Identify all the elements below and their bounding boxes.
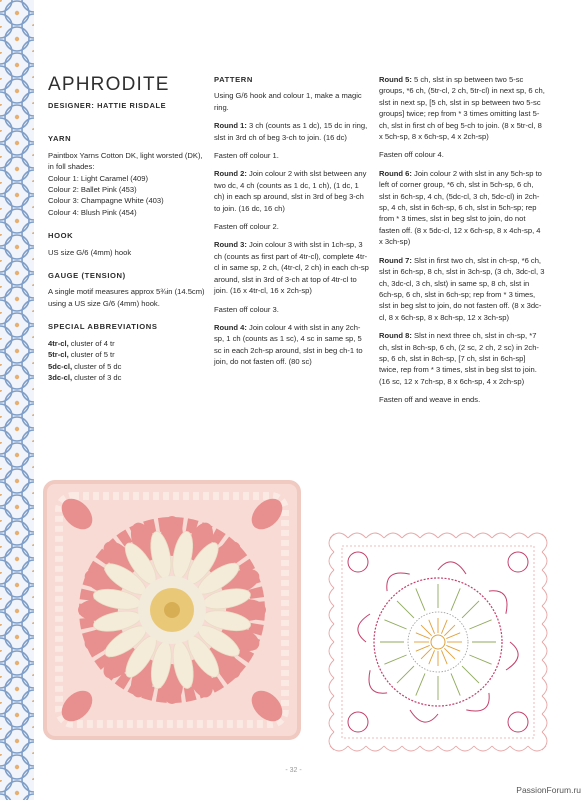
column-info: [48, 74, 206, 395]
decorative-border: [0, 0, 34, 800]
fasten-off-3: Fasten off colour 3.: [214, 304, 279, 314]
designer-credit: DESIGNER: HATTIE RISDALE: [48, 101, 167, 110]
gauge-text: A single motif measures approx 5¾in (14.5cm) using a US size G/6 (4mm) hook.: [48, 287, 205, 308]
colour-3: Colour 3: Champagne White (403): [48, 196, 164, 206]
round-1: Round 1: 3 ch (counts as 1 dc), 15 dc in ring, slst in 3rd ch of beg 3-ch to join. (16 dc): [214, 121, 368, 142]
abbreviations-heading: SPECIAL ABBREVIATIONS: [48, 322, 158, 332]
gauge-heading: GAUGE (TENSION): [48, 271, 126, 281]
round-6: Round 6: Join colour 2 with slst in any 5ch-sp to left of corner group, *6 ch, slst in 5ch-sp, 6 ch, slst in 6ch-sp, 4 ch, (5dc-cl, 3 ch, 5dc-cl) in 2ch-sp, 4 ch, slst in 6ch-sp, 6 ch, slst in 5ch-sp; rep from * 3 times, slst in beg slst to join, do not fasten off. (8 x 5dc-cl, 12 x 6ch-sp, 8 x 4ch-sp, 4 x 3ch-sp): [379, 168, 542, 247]
colour-2: Colour 2: Ballet Pink (453): [48, 185, 137, 195]
round-2: Round 2: Join colour 2 with slst between any two dc, 4 ch (counts as 1 dc, 1 ch), (1 dc, 1 ch) in each sp around, slst in 3rd of beg 3-ch to join. (16 dc, 16 ch): [214, 169, 367, 213]
page-title: APHRODITE: [48, 74, 170, 95]
abbreviations-section: [48, 321, 206, 383]
column-pattern-1: [214, 74, 370, 375]
yarn-heading: YARN: [48, 134, 72, 144]
crochet-chart-diagram: [320, 524, 556, 760]
fasten-off-2: Fasten off colour 2.: [214, 222, 279, 232]
crochet-motif-photo: [37, 474, 307, 746]
round-4: Round 4: Join colour 4 with slst in any 2ch-sp, 1 ch (counts as 1 sc), 4 sc in same sp, 5 sc in each 2ch-sp around, slst in beg ch-1 to join, do not fasten off. (80 sc): [214, 322, 363, 367]
hook-heading: HOOK: [48, 231, 74, 241]
hook-section: [48, 230, 206, 258]
yarn-intro: Paintbox Yarns Cotton DK, light worsted (DK), in foll shades:: [48, 150, 203, 172]
abbreviation-item: 4tr-cl, cluster of 4 tr: [48, 338, 115, 348]
round-8: Round 8: Slst in next three ch, slst in ch-sp, *7 ch, slst in 8ch-sp, 6 ch, (2 sc, 2 ch, 2 sc) in 2ch-sp, 6 ch, slst in 8ch-sp, [7 ch, slst in 6ch-sp] twice, rep from * 3 times, slst in beg slst to join. (16 sc, 12 x 7ch-sp, 8 x 6ch-sp, 4 x 2ch-sp): [379, 331, 539, 386]
abbreviation-item: 5dc-cl, cluster of 5 dc: [48, 361, 122, 371]
abbreviation-item: 5tr-cl, cluster of 5 tr: [48, 350, 115, 360]
round-3: Round 3: Join colour 3 with slst in 1ch-sp, 3 ch (counts as first part of 4tr-cl), complete 4tr-cl in same sp, 2 ch, (4tr-cl, 2 ch) in each ch-sp around, slst in 3rd of 3-ch at top of 4tr-cl to join. (16 x 4tr-cl, 16 x 2ch-sp): [214, 240, 369, 296]
watermark: PassionForum.ru: [516, 785, 581, 795]
colour-4: Colour 4: Blush Pink (454): [48, 207, 137, 217]
abbreviation-item: 3dc-cl, cluster of 3 dc: [48, 372, 122, 382]
column-pattern-2: [379, 74, 545, 413]
colour-1: Colour 1: Light Caramel (409): [48, 173, 149, 183]
fasten-off-4: Fasten off colour 4.: [379, 150, 444, 160]
pattern-heading: PATTERN: [214, 75, 253, 84]
yarn-section: [48, 133, 206, 218]
round-7: Round 7: Slst in first two ch, slst in ch-sp, *6 ch, slst in 6ch-sp, 8 ch, slst in 3ch-sp, (3 ch, 3dc-cl, 3 ch, 3dc-cl, 3 ch, slst) in same sp, 8 ch, slst in 6ch-sp, 6 ch, slst in 6ch-sp; rep from * 3 times, slst in beg slst to join, do not fasten off. (8 x 3dc-cl, 8 x 6ch-sp, 8 x 8ch-sp, 12 x 3ch-sp): [379, 255, 545, 322]
pattern-intro: Using G/6 hook and colour 1, make a magic ring.: [214, 91, 362, 112]
finish-instruction: Fasten off and weave in ends.: [379, 395, 481, 405]
page-number: - 32 -: [285, 767, 302, 774]
fasten-off-1: Fasten off colour 1.: [214, 151, 279, 161]
round-5: Round 5: 5 ch, slst in sp between two 5-sc groups, *6 ch, (5tr-cl, 2 ch, 5tr-cl) in next sp, 6 ch, slst in next sp, [5 ch, slst in sp between two 5-sc groups] twice; rep from * 3 times omitting last 5-ch, slst in first ch of beg 5-ch to join. (8 x 5tr-cl, 8 x 5ch-sp, 8 x 6ch-sp, 4 x 2ch-sp): [379, 75, 545, 142]
hook-text: US size G/6 (4mm) hook: [48, 247, 132, 257]
gauge-section: [48, 270, 206, 309]
